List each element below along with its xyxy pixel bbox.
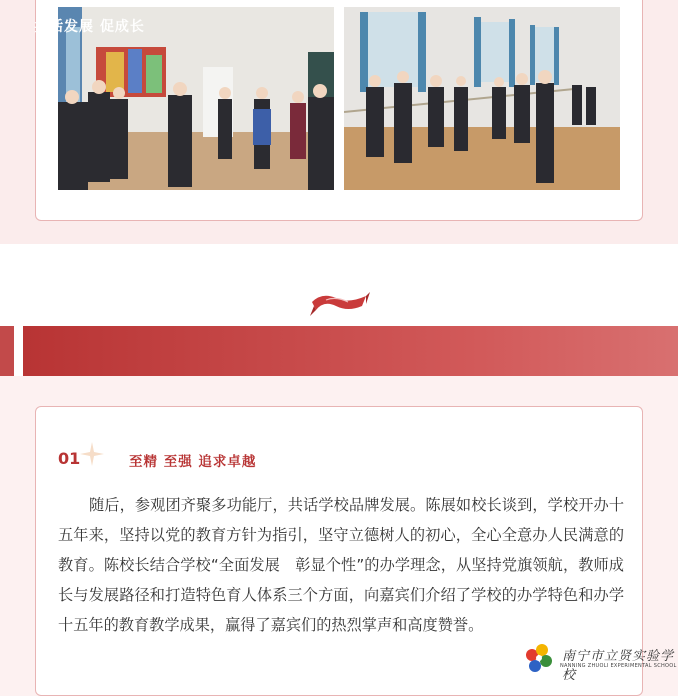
section-header-bar: [23, 326, 678, 376]
ribbon-icon: [308, 288, 370, 320]
item-heading: 至精 至强 追求卓越: [129, 454, 257, 470]
item-paragraph: 随后，参观团齐聚多功能厅，共话学校品牌发展。陈展如校长谈到，学校开办十五年来，坚持以党的教育方针为指引，坚守立德树人的初心，全心全意办人民满意的教育。陈校长结合学校“全面发展 彰显个性”的办学理念，从坚持党旗领航，教师成长与发展路径和打造特色育人体系三个方面，向嘉宾们介绍了学校的办学特色和办学十五年的教育教学成果，赢得了嘉宾们的热烈掌声和高度赞誉。: [58, 496, 624, 634]
section-header-tab: [0, 326, 14, 376]
school-logo-name: 南宁市立贤实验学校: [562, 649, 675, 683]
school-logo-english: NANNING ZHUOLI EXPERIMENTAL SCHOOL: [560, 663, 677, 669]
section-title: 共话发展 促成长: [34, 19, 145, 35]
item-number: 01: [58, 449, 81, 468]
sparkle-icon: [80, 442, 104, 466]
section-header: [0, 326, 678, 376]
visit-photo-right[interactable]: [344, 7, 620, 190]
